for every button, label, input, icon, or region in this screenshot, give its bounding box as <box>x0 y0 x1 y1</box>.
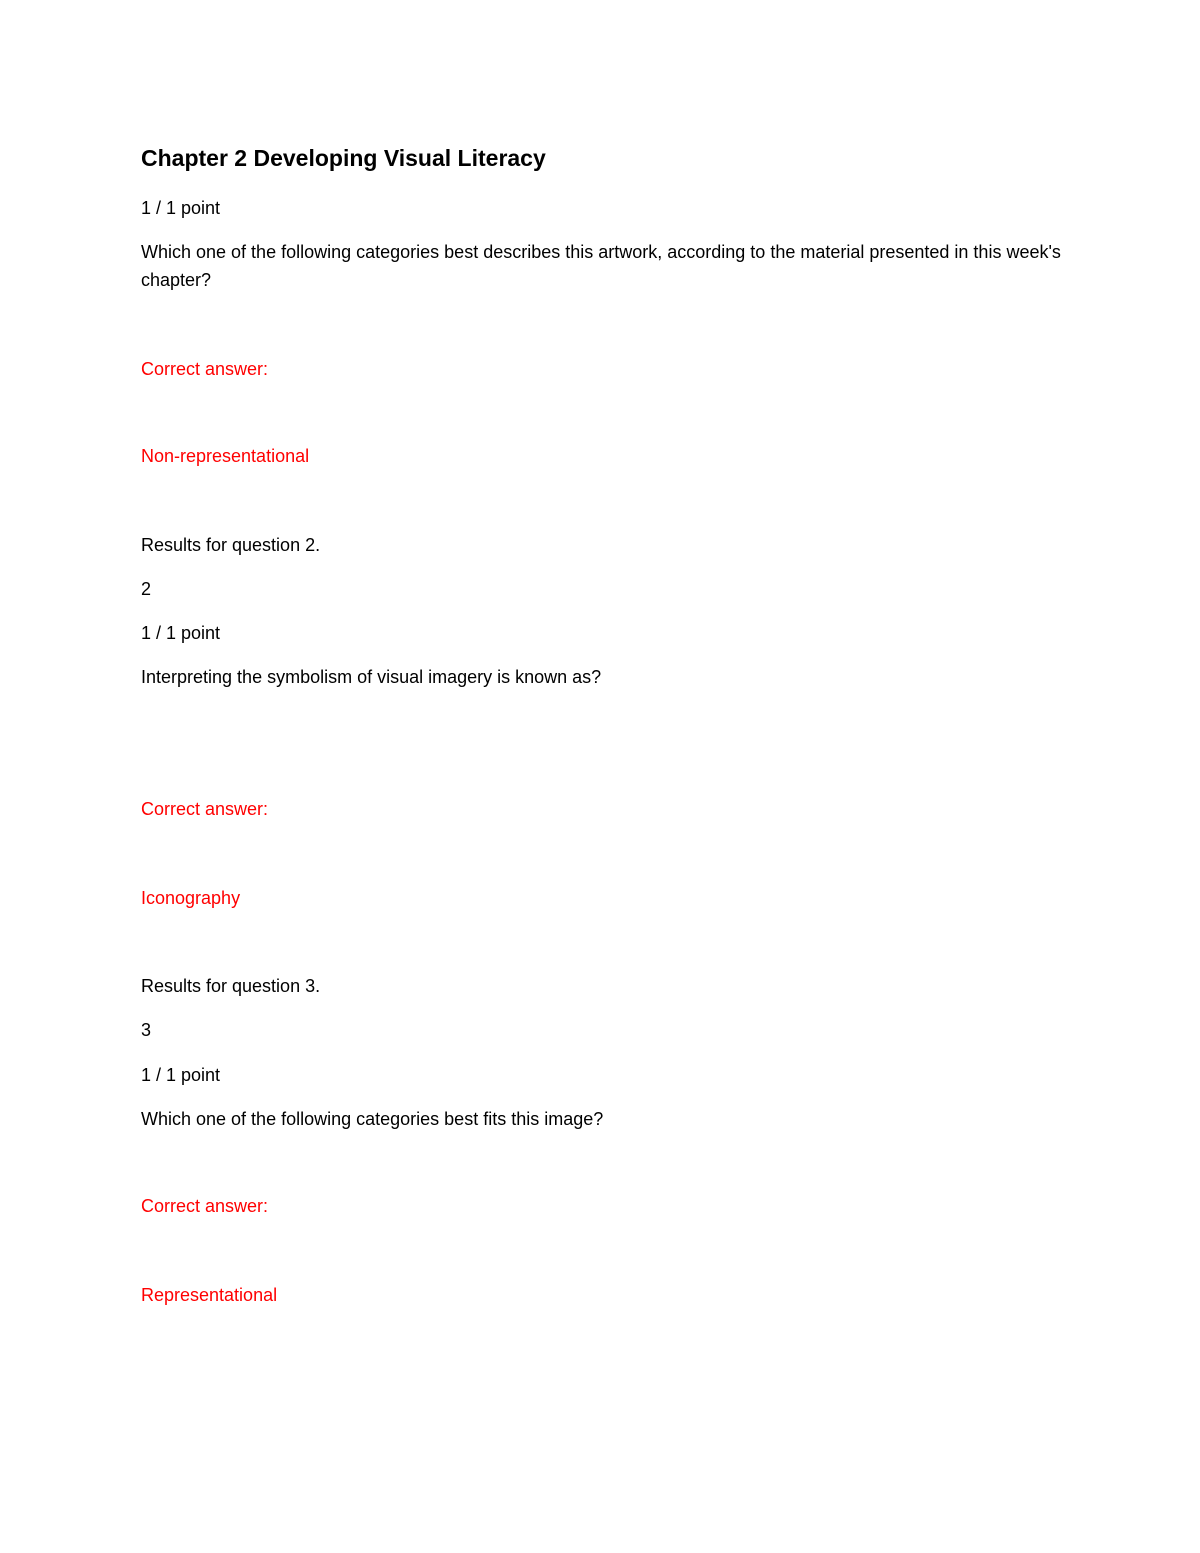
q2-question: Interpreting the symbolism of visual imagery is known as? <box>141 667 602 687</box>
q3-question: Which one of the following categories best fits this image? <box>141 1109 604 1129</box>
q3-correct-label: Correct answer: <box>141 1196 269 1216</box>
q2-correct-label: Correct answer: <box>141 799 269 819</box>
q2-answer: Iconography <box>141 888 241 908</box>
q3-results-heading: Results for question 3. <box>141 976 321 996</box>
q2-results-heading: Results for question 2. <box>141 535 321 555</box>
q1-answer: Non-representational <box>141 446 310 466</box>
q3-score: 1 / 1 point <box>141 1065 221 1085</box>
page-title: Chapter 2 Developing Visual Literacy <box>141 145 546 171</box>
q2-score: 1 / 1 point <box>141 623 221 643</box>
q3-answer: Representational <box>141 1285 278 1305</box>
q1-score: 1 / 1 point <box>141 198 221 218</box>
q2-number: 2 <box>141 579 152 599</box>
q1-correct-label: Correct answer: <box>141 359 269 379</box>
q1-question: Which one of the following categories best describes this artwork, according to the material presented in this week's chapter? <box>141 242 1061 290</box>
q3-number: 3 <box>141 1020 152 1040</box>
